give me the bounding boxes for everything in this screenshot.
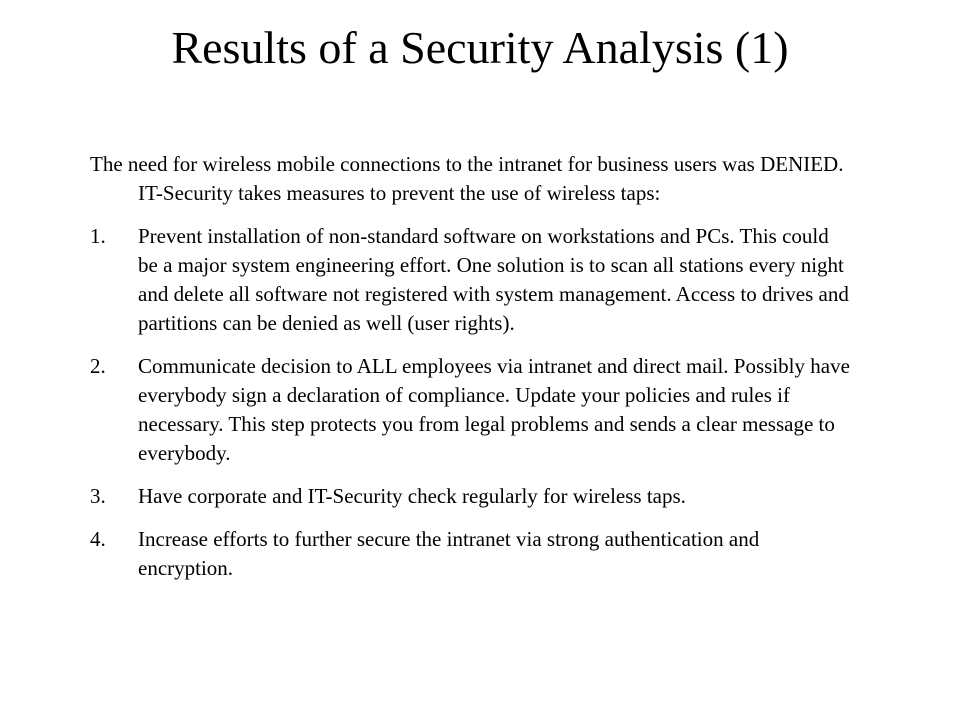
slide-body bbox=[90, 150, 850, 597]
list-item-3 bbox=[90, 482, 850, 511]
list-item-text: Increase efforts to further secure the intranet via strong authentication and encryption. bbox=[138, 527, 760, 580]
list-item-number: 4. bbox=[90, 527, 106, 551]
list-item-4 bbox=[90, 525, 850, 583]
list-item-number: 3. bbox=[90, 484, 106, 508]
slide-title: Results of a Security Analysis (1) bbox=[171, 22, 789, 73]
intro-paragraph: The need for wireless mobile connections to the intranet for business users was DENIED. IT-Security takes measures to prevent the use of wireless taps: bbox=[90, 152, 844, 205]
list-item-text: Prevent installation of non-standard software on workstations and PCs. This could be a major system engineering effort. One solution is to scan all stations every night and delete all software not registered with system management. Access to drives and partitions can be denied as well (user rights). bbox=[138, 224, 849, 335]
list-item-number: 2. bbox=[90, 354, 106, 378]
list-item-text: Have corporate and IT-Security check regularly for wireless taps. bbox=[138, 484, 686, 508]
list-item-number: 1. bbox=[90, 224, 106, 248]
list-item-2 bbox=[90, 352, 850, 468]
list-item-1 bbox=[90, 222, 850, 338]
list-item-text: Communicate decision to ALL employees via intranet and direct mail. Possibly have everybody sign a declaration of compliance. Update your policies and rules if necessary. This step protects you from legal problems and sends a clear message to everybody. bbox=[138, 354, 850, 465]
